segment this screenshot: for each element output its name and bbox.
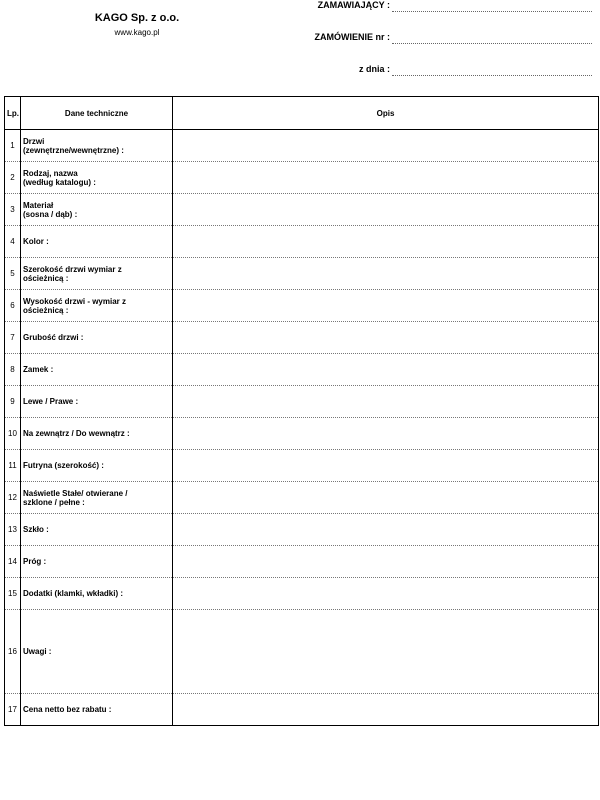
row-label	[21, 194, 173, 226]
row-value-field[interactable]	[173, 450, 599, 482]
row-value-field[interactable]	[173, 258, 599, 290]
row-label-line1: Szerokość drzwi wymiar z	[23, 264, 122, 274]
row-label-line2: ościeżnicą :	[23, 305, 69, 315]
row-label	[21, 418, 173, 450]
table-row	[5, 418, 599, 450]
row-label	[21, 226, 173, 258]
row-label	[21, 130, 173, 162]
row-value-field[interactable]	[173, 162, 599, 194]
row-label-line1: Lewe / Prawe :	[23, 397, 79, 406]
row-label	[21, 514, 173, 546]
row-value-field[interactable]	[173, 386, 599, 418]
row-value-field[interactable]	[173, 694, 599, 726]
row-value-field[interactable]	[173, 322, 599, 354]
row-label	[21, 258, 173, 290]
row-label	[21, 322, 173, 354]
row-label	[21, 450, 173, 482]
row-value-field[interactable]	[173, 194, 599, 226]
header-tech: Dane techniczne	[21, 97, 173, 130]
table-row	[5, 322, 599, 354]
row-label-line1: Wysokość drzwi - wymiar z	[23, 296, 126, 306]
row-label	[21, 694, 173, 726]
row-label-line1: Drzwi	[23, 136, 45, 146]
row-label-line2: (według katalogu) :	[23, 177, 96, 187]
row-number: 13	[5, 514, 21, 546]
row-number: 10	[5, 418, 21, 450]
table-row	[5, 546, 599, 578]
row-value-field[interactable]	[173, 418, 599, 450]
row-value-field[interactable]	[173, 226, 599, 258]
row-number: 9	[5, 386, 21, 418]
field-zamawiajacy[interactable]	[0, 0, 600, 12]
row-number: 3	[5, 194, 21, 226]
table-row	[5, 694, 599, 726]
table-row	[5, 226, 599, 258]
row-number: 17	[5, 694, 21, 726]
table-row	[5, 578, 599, 610]
row-label-line1: Futryna (szerokość) :	[23, 461, 104, 470]
row-number: 11	[5, 450, 21, 482]
row-label-line1: Cena netto bez rabatu :	[23, 705, 112, 714]
table-row	[5, 386, 599, 418]
row-label	[21, 578, 173, 610]
table-row	[5, 514, 599, 546]
row-label-line1: Szkło :	[23, 525, 49, 534]
field-z-dnia[interactable]	[0, 64, 600, 78]
row-value-field[interactable]	[173, 546, 599, 578]
field-label-z-dnia: z dnia :	[359, 64, 390, 74]
row-value-field[interactable]	[173, 578, 599, 610]
row-label-line1: Naświetle Stałe/ otwierane /	[23, 488, 128, 498]
row-label-line1: Na zewnątrz / Do wewnątrz :	[23, 429, 130, 438]
row-number: 1	[5, 130, 21, 162]
row-label	[21, 162, 173, 194]
row-label	[21, 354, 173, 386]
row-label	[21, 610, 173, 694]
row-label-line2: (zewnętrzne/wewnętrzne) :	[23, 145, 124, 155]
row-number: 5	[5, 258, 21, 290]
row-number: 15	[5, 578, 21, 610]
row-number: 8	[5, 354, 21, 386]
field-line-zamowienie[interactable]	[392, 43, 592, 44]
field-label-zamawiajacy: ZAMAWIAJĄCY :	[317, 0, 390, 10]
order-table	[4, 96, 599, 726]
table-row	[5, 290, 599, 322]
field-line-zamawiajacy[interactable]	[392, 11, 592, 12]
table-row	[5, 130, 599, 162]
row-value-field[interactable]	[173, 130, 599, 162]
row-value-field[interactable]	[173, 610, 599, 694]
table-row	[5, 482, 599, 514]
field-label-zamowienie: ZAMÓWIENIE nr :	[314, 32, 390, 42]
row-label	[21, 482, 173, 514]
row-number: 2	[5, 162, 21, 194]
table-row	[5, 162, 599, 194]
row-label-line1: Uwagi :	[23, 647, 52, 656]
table-header-row	[5, 97, 599, 130]
row-label-line1: Kolor :	[23, 237, 49, 246]
row-label-line2: (sosna / dąb) :	[23, 209, 78, 219]
company-name: KAGO Sp. z o.o.	[94, 12, 180, 24]
row-label-line1: Zamek :	[23, 365, 54, 374]
row-label	[21, 290, 173, 322]
header-desc: Opis	[173, 97, 599, 130]
table-row	[5, 354, 599, 386]
company-website: www.kago.pl	[114, 28, 160, 37]
table-row	[5, 258, 599, 290]
row-number: 16	[5, 610, 21, 694]
row-number: 6	[5, 290, 21, 322]
table-row	[5, 450, 599, 482]
row-number: 14	[5, 546, 21, 578]
row-label-line2: ościeżnicą :	[23, 273, 69, 283]
row-number: 12	[5, 482, 21, 514]
row-label-line1: Materiał	[23, 200, 54, 210]
row-label	[21, 546, 173, 578]
table-row	[5, 194, 599, 226]
row-number: 7	[5, 322, 21, 354]
row-label-line1: Grubość drzwi :	[23, 333, 84, 342]
row-label-line1: Rodzaj, nazwa	[23, 168, 78, 178]
row-value-field[interactable]	[173, 354, 599, 386]
row-value-field[interactable]	[173, 482, 599, 514]
field-line-z-dnia[interactable]	[392, 75, 592, 76]
field-zamowienie[interactable]	[0, 32, 600, 46]
row-value-field[interactable]	[173, 290, 599, 322]
row-number: 4	[5, 226, 21, 258]
table-row	[5, 610, 599, 694]
row-value-field[interactable]	[173, 514, 599, 546]
row-label	[21, 386, 173, 418]
row-label-line1: Dodatki (klamki, wkładki) :	[23, 589, 124, 598]
header-lp: Lp.	[5, 97, 21, 130]
row-label-line2: szklone / pełne :	[23, 497, 85, 507]
row-label-line1: Próg :	[23, 557, 47, 566]
